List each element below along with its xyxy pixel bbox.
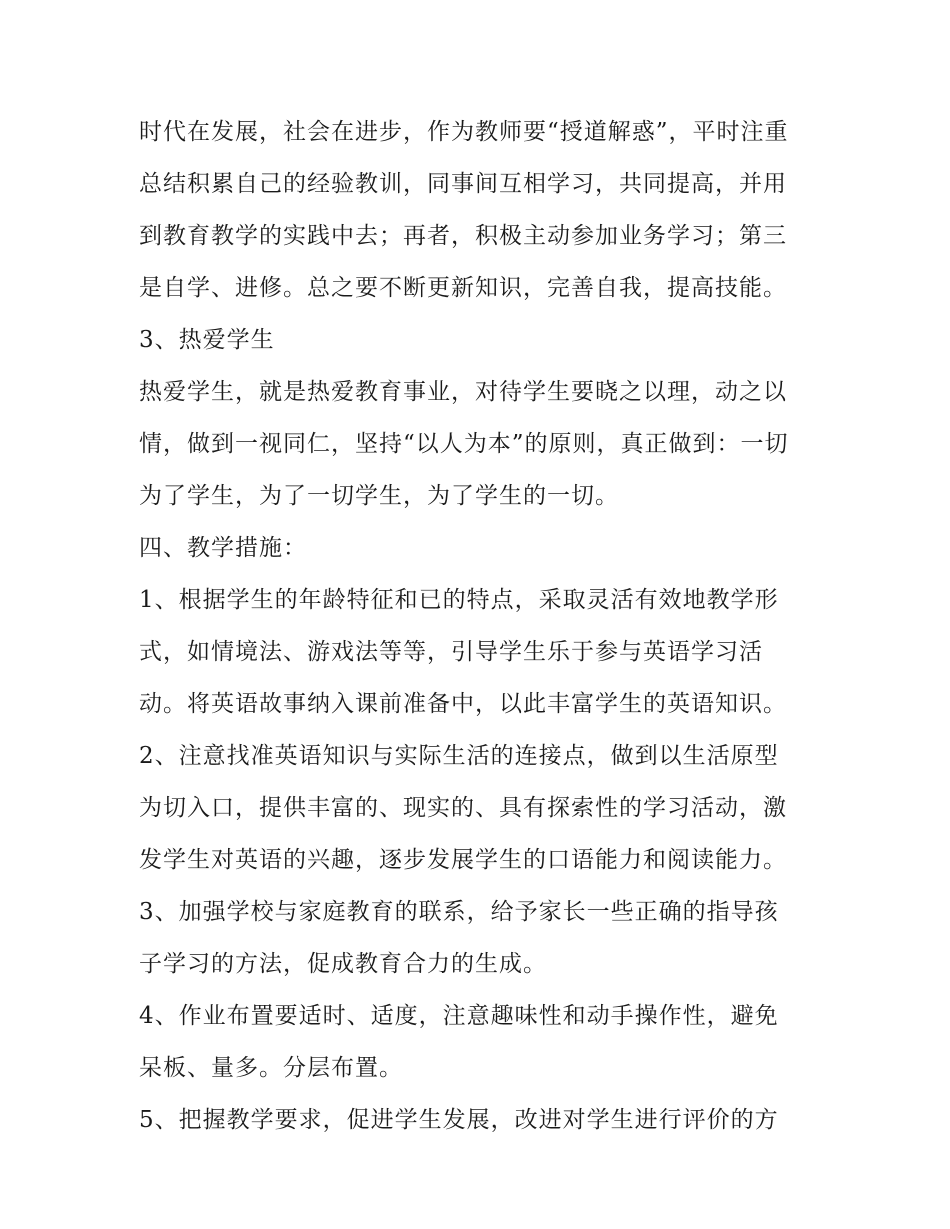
paragraph-line: 总结积累自己的经验教训，同事间互相学习，共同提高，并用	[139, 171, 787, 197]
paragraph-line: 是自学、进修。总之要不断更新知识，完善自我，提高技能。	[139, 275, 787, 301]
paragraph-line: 为了学生，为了一切学生，为了学生的一切。	[139, 483, 619, 509]
paragraph-line: 情，做到一视同仁，坚持“以人为本”的原则，真正做到：一切	[139, 431, 789, 457]
list-item-line: 5、把握教学要求，促进学生发展，改进对学生进行评价的方	[139, 1107, 779, 1133]
paragraph-line: 热爱学生，就是热爱教育事业，对待学生要晓之以理，动之以	[139, 379, 787, 405]
document-body	[139, 106, 839, 1146]
list-item-line: 呆板、量多。分层布置。	[139, 1055, 403, 1081]
list-item-line: 4、作业布置要适时、适度，注意趣味性和动手操作性，避免	[139, 1003, 779, 1029]
section-heading: 3、热爱学生	[139, 327, 275, 353]
list-item-line: 式，如情境法、游戏法等等，引导学生乐于参与英语学习活	[139, 639, 763, 665]
list-item-line: 1、根据学生的年龄特征和已的特点，采取灵活有效地教学形	[139, 587, 779, 613]
list-item-line: 子学习的方法，促成教育合力的生成。	[139, 951, 547, 977]
list-item-line: 3、加强学校与家庭教育的联系，给予家长一些正确的指导孩	[139, 899, 779, 925]
list-item-line: 发学生对英语的兴趣，逐步发展学生的口语能力和阅读能力。	[139, 847, 787, 873]
paragraph-line: 到教育教学的实践中去；再者，积极主动参加业务学习；第三	[139, 223, 787, 249]
section-heading: 四、教学措施：	[139, 535, 307, 561]
paragraph-line: 时代在发展，社会在进步，作为教师要“授道解惑”，平时注重	[139, 119, 789, 145]
list-item-line: 动。将英语故事纳入课前准备中，以此丰富学生的英语知识。	[139, 691, 787, 717]
list-item-line: 为切入口，提供丰富的、现实的、具有探索性的学习活动，激	[139, 795, 787, 821]
list-item-line: 2、注意找准英语知识与实际生活的连接点，做到以生活原型	[139, 743, 779, 769]
